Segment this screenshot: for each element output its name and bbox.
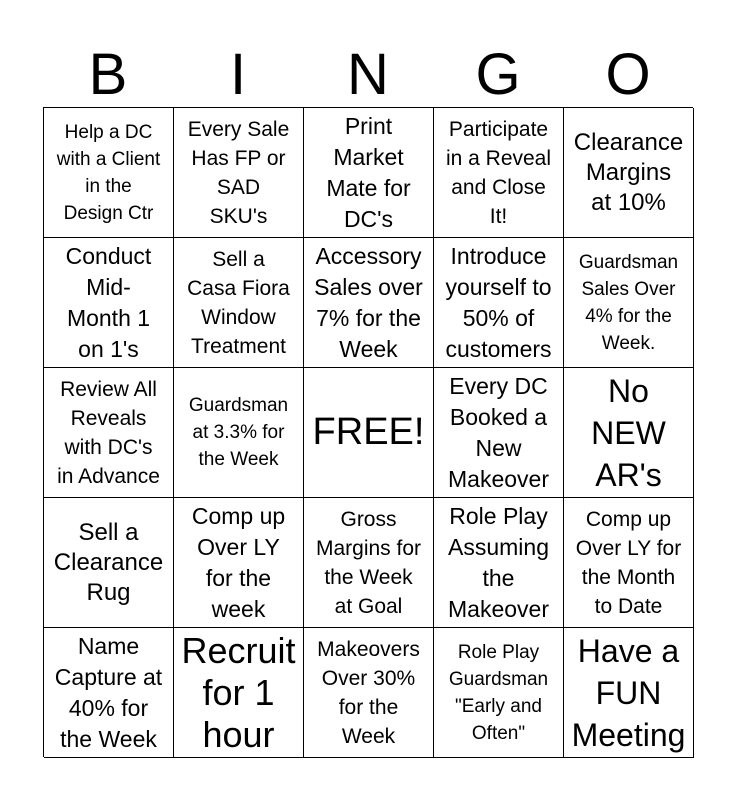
bingo-cell[interactable] [564, 498, 694, 628]
bingo-cell[interactable] [434, 108, 564, 238]
bingo-cell[interactable] [564, 368, 694, 498]
bingo-cell-text: Every DC Booked a New Makeover [448, 372, 549, 492]
bingo-cell-text: Name Capture at 40% for the Week [54, 632, 163, 752]
bingo-cell[interactable] [174, 108, 304, 238]
bingo-cell[interactable] [44, 108, 174, 238]
bingo-header [43, 44, 693, 106]
bingo-cell-text: Conduct Mid- Month 1 on 1's [65, 242, 152, 362]
bingo-cell-text: Comp up Over LY for the week [191, 502, 286, 622]
bingo-cell[interactable] [304, 498, 434, 628]
bingo-card-grid [43, 107, 693, 757]
bingo-cell[interactable] [44, 628, 174, 758]
bingo-cell-text: Every Sale Has FP or SAD SKU's [187, 117, 290, 228]
bingo-cell[interactable] [44, 368, 174, 498]
bingo-cell-text: Guardsman at 3.3% for the Week [188, 395, 289, 470]
bingo-cell-text: Comp up Over LY for the Month to Date [575, 507, 682, 618]
bingo-cell-text: Role Play Guardsman "Early and Often" [448, 641, 549, 744]
bingo-cell-text: Gross Margins for the Week at Goal [315, 507, 422, 618]
bingo-cell-text: Help a DC with a Client in the Design Ctr [56, 121, 161, 224]
bingo-cell[interactable] [304, 238, 434, 368]
bingo-cell[interactable] [44, 498, 174, 628]
bingo-cell-text: Clearance Margins at 10% [573, 128, 684, 216]
bingo-cell-text: Makeovers Over 30% for the Week [317, 637, 420, 748]
bingo-cell-text: Sell a Casa Fiora Window Treatment [187, 247, 290, 358]
header-letter-g: G [475, 42, 521, 107]
bingo-cell[interactable] [174, 368, 304, 498]
header-letter-o: O [605, 42, 651, 107]
bingo-cell[interactable] [564, 628, 694, 758]
header-letter-n: N [347, 42, 389, 107]
bingo-cell-text: Recruit for 1 hour [181, 629, 296, 755]
bingo-cell[interactable] [434, 628, 564, 758]
bingo-cell-text: Sell a Clearance Rug [53, 518, 164, 606]
bingo-cell-text: Have a FUN Meeting [571, 632, 686, 753]
bingo-cell-text: Accessory Sales over 7% for the Week [314, 242, 423, 362]
bingo-cell-text: Role Play Assuming the Makeover [448, 502, 549, 622]
bingo-cell[interactable] [174, 238, 304, 368]
bingo-cell-text: No NEW AR's [591, 372, 666, 493]
bingo-cell[interactable] [174, 498, 304, 628]
bingo-cell[interactable] [44, 238, 174, 368]
bingo-cell-text: Guardsman Sales Over 4% for the Week. [578, 251, 679, 354]
bingo-cell-text: Print Market Mate for DC's [326, 112, 411, 232]
bingo-cell-text: FREE! [312, 411, 425, 453]
bingo-cell-text: Introduce yourself to 50% of customers [445, 242, 552, 362]
header-letter-b: B [88, 42, 128, 107]
header-letter-i: I [229, 42, 247, 107]
bingo-cell-text: Review All Reveals with DC's in Advance [57, 377, 160, 488]
bingo-cell[interactable] [434, 238, 564, 368]
bingo-cell[interactable] [434, 498, 564, 628]
bingo-cell[interactable] [304, 108, 434, 238]
free-space-cell[interactable] [304, 368, 434, 498]
bingo-cell[interactable] [564, 108, 694, 238]
bingo-cell-text: Participate in a Reveal and Close It! [445, 117, 552, 228]
bingo-cell[interactable] [434, 368, 564, 498]
bingo-cell[interactable] [174, 628, 304, 758]
bingo-cell[interactable] [304, 628, 434, 758]
bingo-cell[interactable] [564, 238, 694, 368]
